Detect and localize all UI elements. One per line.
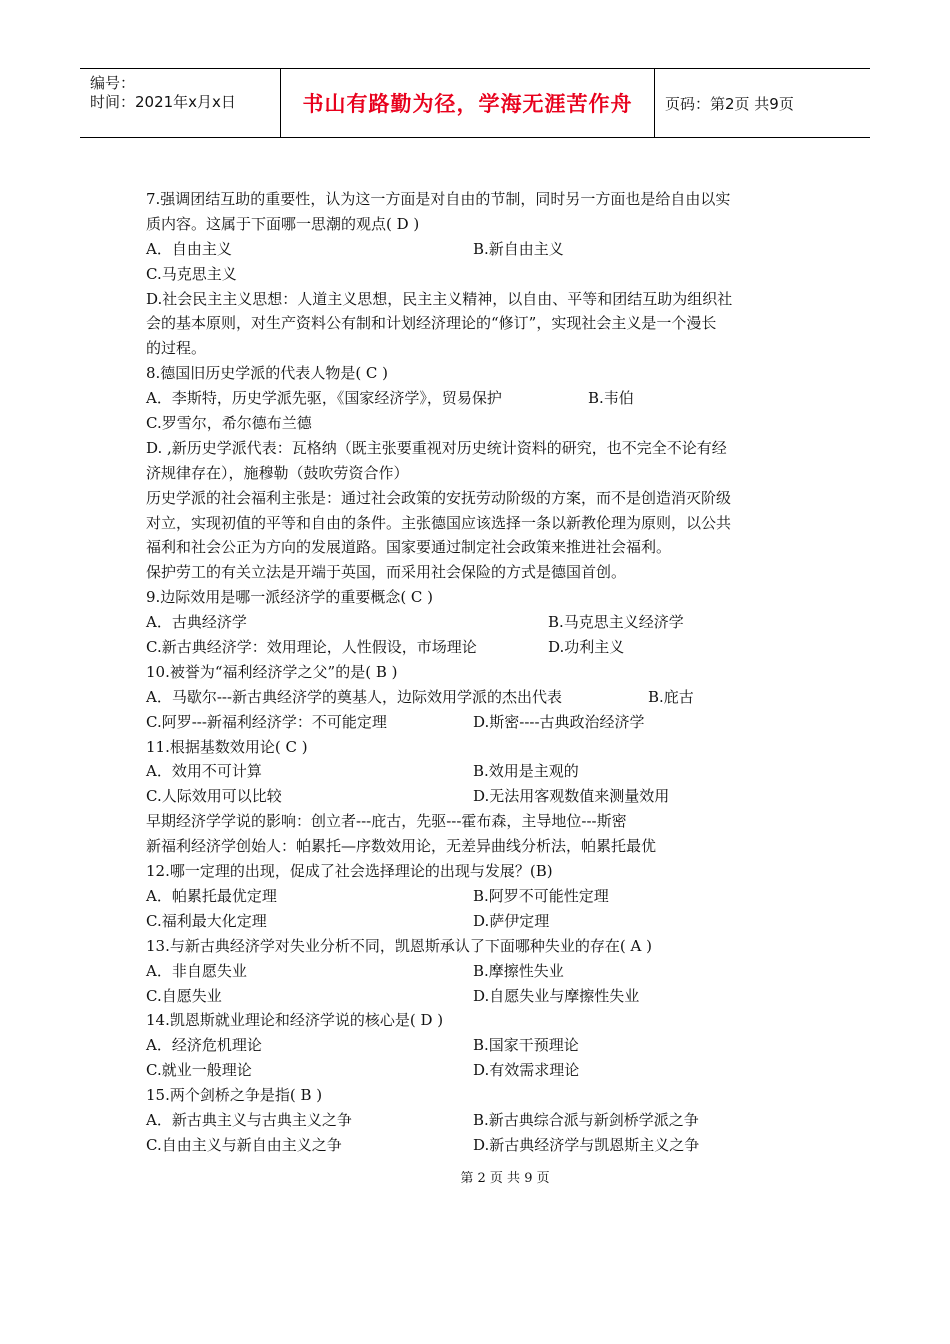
document-date: 时间：2021年x月x日	[90, 93, 236, 111]
header-info-cell	[80, 69, 281, 137]
header-page-code: 页码：第2页 共9页	[665, 94, 794, 113]
line-text: 历史学派的社会福利主张是：通过社会政策的安抚劳动阶级的方案，而不是创造消灭阶级	[146, 488, 732, 507]
header-motto-cell	[281, 69, 655, 137]
line-text: 15.两个剑桥之争是指( B )	[146, 1086, 323, 1105]
text-line	[146, 535, 810, 560]
text-line	[146, 884, 810, 909]
option-text: D.功利主义	[548, 638, 625, 657]
line-text: C.罗雪尔，希尔德布兰德	[146, 414, 312, 433]
text-line	[146, 237, 810, 262]
line-text: C.自愿失业	[146, 986, 222, 1005]
option-text: B.摩擦性失业	[473, 961, 564, 980]
line-text: 7.强调团结互助的重要性，认为这一方面是对自由的节制，同时另一方面也是给自由以实	[146, 190, 731, 208]
line-text: C.福利最大化定理	[146, 911, 267, 930]
text-line	[146, 1033, 810, 1058]
line-text: 13.与新古典经济学对失业分析不同，凯恩斯承认了下面哪种失业的存在( A )	[146, 936, 652, 955]
option-text: B.韦伯	[588, 389, 634, 408]
option-text: D.斯密----古典政治经济学	[473, 712, 645, 731]
text-line	[146, 984, 810, 1009]
page-header	[80, 68, 870, 138]
text-line	[146, 511, 810, 536]
line-text: A．马歇尔---新古典经济学的奠基人，边际效用学派的杰出代表	[146, 687, 563, 706]
text-line	[146, 660, 810, 685]
text-line	[146, 336, 810, 361]
header-motto: 书山有路勤为径，学海无涯苦作舟	[302, 92, 633, 116]
text-line	[146, 585, 810, 610]
line-text: A．经济危机理论	[146, 1036, 262, 1055]
option-text: D.萨伊定理	[473, 911, 550, 930]
text-line	[146, 909, 810, 934]
line-text: 10.被誉为“福利经济学之父”的是( B )	[146, 662, 398, 681]
line-text: 福利和社会公正为方向的发展道路。国家要通过制定社会政策来推进社会福利。	[146, 538, 672, 557]
text-line	[146, 262, 810, 287]
option-text: D.有效需求理论	[473, 1061, 580, 1080]
option-text: D.自愿失业与摩擦性失业	[473, 986, 640, 1005]
text-line	[146, 685, 810, 710]
text-line	[146, 212, 810, 237]
option-text: B.阿罗不可能性定理	[473, 886, 609, 905]
text-line	[146, 635, 810, 660]
line-text: 质内容。这属于下面哪一思潮的观点( D )	[146, 214, 420, 233]
line-text: 保护劳工的有关立法是开端于英国，而采用社会保险的方式是德国首创。	[146, 563, 627, 582]
line-text: 新福利经济学创始人：帕累托—序数效用论，无差异曲线分析法，帕累托最优	[146, 837, 657, 856]
option-text: B.新古典综合派与新剑桥学派之争	[473, 1110, 699, 1129]
line-text: A．古典经济学	[146, 613, 247, 632]
text-line	[146, 834, 810, 859]
line-text: A．效用不可计算	[146, 762, 262, 781]
line-text: 14.凯恩斯就业理论和经济学说的核心是( D )	[146, 1011, 444, 1030]
text-line	[146, 710, 810, 735]
line-text: 对立，实现初值的平等和自由的条件。主张德国应该选择一条以新教伦理为原则，以公共	[146, 513, 732, 532]
line-text: 的过程。	[146, 339, 207, 358]
line-text: A．非自愿失业	[146, 961, 247, 980]
text-line	[146, 809, 810, 834]
line-text: C.阿罗---新福利经济学：不可能定理	[146, 712, 387, 731]
line-text: A．帕累托最优定理	[146, 886, 277, 905]
text-line	[146, 287, 810, 312]
line-text: 8.德国旧历史学派的代表人物是( C )	[146, 364, 389, 383]
text-line	[146, 859, 810, 884]
text-line	[146, 759, 810, 784]
text-line	[146, 1058, 810, 1083]
line-text: A．自由主义	[146, 239, 232, 258]
text-line	[146, 1133, 810, 1158]
line-text: 济规律存在），施穆勒（鼓吹劳资合作）	[146, 463, 409, 482]
option-text: B.新自由主义	[473, 239, 564, 258]
document-number-label: 编号：	[90, 74, 136, 92]
text-line	[146, 311, 810, 336]
line-text: C.新古典经济学：效用理论，人性假设，市场理论	[146, 638, 477, 657]
text-line	[146, 411, 810, 436]
line-text: C.自由主义与新自由主义之争	[146, 1135, 342, 1154]
text-line	[146, 1108, 810, 1133]
text-line	[146, 1083, 810, 1108]
text-line	[146, 187, 810, 212]
text-line	[146, 486, 810, 511]
option-text: B.马克思主义经济学	[548, 613, 684, 632]
option-text: B.庇古	[648, 687, 694, 706]
text-line	[146, 735, 810, 760]
line-text: 9.边际效用是哪一派经济学的重要概念( C )	[146, 588, 434, 607]
option-text: D.新古典经济学与凯恩斯主义之争	[473, 1135, 700, 1154]
text-line	[146, 784, 810, 809]
header-page-cell	[655, 69, 870, 137]
option-text: B.国家干预理论	[473, 1036, 579, 1055]
text-line	[146, 1008, 810, 1033]
line-text: A．新古典主义与古典主义之争	[146, 1110, 352, 1129]
line-text: C.马克思主义	[146, 264, 237, 283]
line-text: D.社会民主主义思想：人道主义思想，民主主义精神，以自由、平等和团结互助为组织社	[146, 289, 733, 308]
text-line	[146, 436, 810, 461]
option-text: B.效用是主观的	[473, 762, 579, 781]
text-line	[146, 386, 810, 411]
text-line	[146, 610, 810, 635]
text-line	[146, 361, 810, 386]
option-text: D.无法用客观数值来测量效用	[473, 787, 670, 806]
line-text: C.人际效用可以比较	[146, 787, 282, 806]
text-line	[146, 461, 810, 486]
text-line	[146, 560, 810, 585]
line-text: 11.根据基数效用论( C )	[146, 737, 308, 756]
line-text: A．李斯特，历史学派先驱，《国家经济学》，贸易保护	[146, 389, 502, 408]
line-text: D. ,新历史学派代表：瓦格纳（既主张要重视对历史统计资料的研究，也不完全不论有经	[146, 438, 727, 457]
line-text: 12.哪一定理的出现，促成了社会选择理论的出现与发展？(B)	[146, 862, 553, 881]
line-text: C.就业一般理论	[146, 1061, 252, 1080]
text-line	[146, 959, 810, 984]
page-footer: 第 2 页 共 9 页	[460, 1171, 550, 1186]
document-body	[146, 187, 810, 1158]
line-text: 早期经济学学说的影响：创立者---庇古，先驱---霍布森，主导地位---斯密	[146, 812, 627, 831]
line-text: 会的基本原则，对生产资料公有制和计划经济理论的“修订”，实现社会主义是一个漫长	[146, 314, 717, 333]
text-line	[146, 934, 810, 959]
